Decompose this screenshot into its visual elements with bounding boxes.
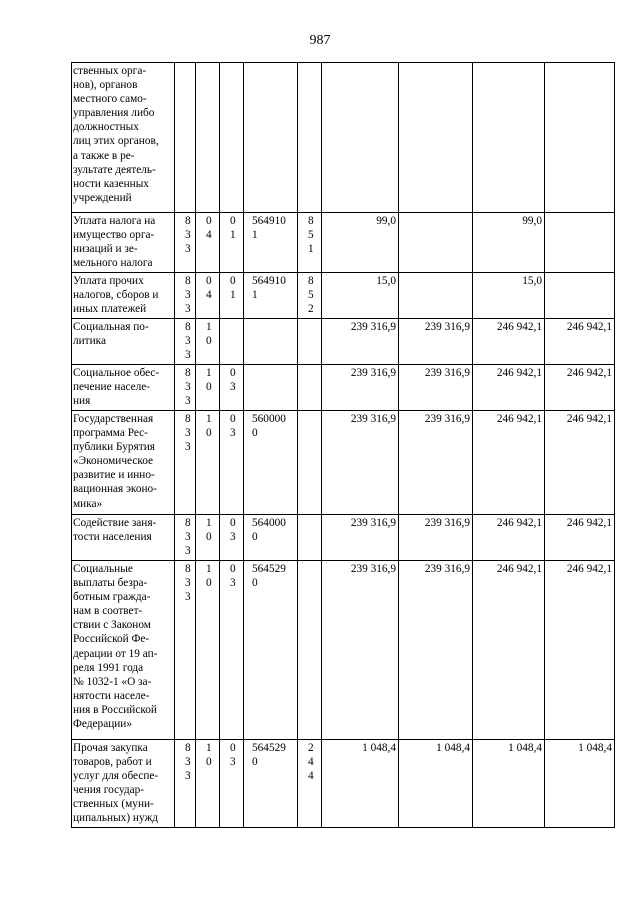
value-1: 239 316,9 <box>322 411 399 515</box>
value-4: 246 942,1 <box>545 319 615 365</box>
page-number: 987 <box>309 33 331 48</box>
table-row <box>72 515 615 561</box>
vr-code: 2 4 4 <box>298 740 322 828</box>
vr-code <box>298 411 322 515</box>
budget-table <box>71 62 615 828</box>
row-name: ственных орга- нов), органов местного само- управления либо должностных лиц этих органов, а также в ре- зультате деятель- ности казенных учреждений <box>72 63 175 213</box>
cs-code: 564529 0 <box>244 561 298 740</box>
value-3: 246 942,1 <box>473 365 545 411</box>
pr-code: 0 3 <box>220 365 244 411</box>
value-3: 99,0 <box>473 213 545 273</box>
value-3: 1 048,4 <box>473 740 545 828</box>
value-2: 239 316,9 <box>399 515 473 561</box>
table-row <box>72 63 615 213</box>
value-4: 246 942,1 <box>545 365 615 411</box>
value-4: 246 942,1 <box>545 515 615 561</box>
vr-code <box>298 63 322 213</box>
vr-code <box>298 561 322 740</box>
row-name: Государственная программа Рес- публики Бурятия «Экономическое развитие и инно- вационная эконо- мика» <box>72 411 175 515</box>
rz-code <box>196 63 220 213</box>
gr-code: 8 3 3 <box>175 365 196 411</box>
gr-code: 8 3 3 <box>175 273 196 319</box>
gr-code: 8 3 3 <box>175 515 196 561</box>
pr-code <box>220 319 244 365</box>
value-4: 246 942,1 <box>545 561 615 740</box>
value-4 <box>545 63 615 213</box>
cs-code: 564529 0 <box>244 740 298 828</box>
value-2 <box>399 213 473 273</box>
vr-code: 8 5 1 <box>298 213 322 273</box>
pr-code: 0 1 <box>220 273 244 319</box>
pr-code: 0 3 <box>220 411 244 515</box>
table-row <box>72 319 615 365</box>
table-row <box>72 273 615 319</box>
table-row <box>72 365 615 411</box>
rz-code: 0 4 <box>196 213 220 273</box>
gr-code: 8 3 3 <box>175 561 196 740</box>
rz-code: 0 4 <box>196 273 220 319</box>
pr-code: 0 1 <box>220 213 244 273</box>
vr-code <box>298 515 322 561</box>
cs-code <box>244 365 298 411</box>
value-3: 15,0 <box>473 273 545 319</box>
value-3: 246 942,1 <box>473 515 545 561</box>
value-1: 239 316,9 <box>322 319 399 365</box>
cs-code: 564910 1 <box>244 273 298 319</box>
row-name: Социальное обес- печение населе- ния <box>72 365 175 411</box>
gr-code: 8 3 3 <box>175 319 196 365</box>
value-1: 239 316,9 <box>322 515 399 561</box>
value-4 <box>545 273 615 319</box>
row-name: Прочая закупка товаров, работ и услуг для обеспе- чения государ- ственных (муни- ципальных) нужд <box>72 740 175 828</box>
value-3: 246 942,1 <box>473 411 545 515</box>
row-name: Уплата налога на имущество орга- низаций и зе- мельного налога <box>72 213 175 273</box>
gr-code: 8 3 3 <box>175 411 196 515</box>
vr-code <box>298 365 322 411</box>
row-name: Уплата прочих налогов, сборов и иных платежей <box>72 273 175 319</box>
value-2: 1 048,4 <box>399 740 473 828</box>
cs-code <box>244 319 298 365</box>
row-name: Социальная по- литика <box>72 319 175 365</box>
cs-code: 564000 0 <box>244 515 298 561</box>
pr-code <box>220 63 244 213</box>
value-2: 239 316,9 <box>399 365 473 411</box>
pr-code: 0 3 <box>220 740 244 828</box>
table-row <box>72 740 615 828</box>
value-2: 239 316,9 <box>399 411 473 515</box>
gr-code <box>175 63 196 213</box>
value-4: 1 048,4 <box>545 740 615 828</box>
value-2 <box>399 63 473 213</box>
vr-code <box>298 319 322 365</box>
value-1: 239 316,9 <box>322 365 399 411</box>
rz-code: 1 0 <box>196 411 220 515</box>
value-3: 246 942,1 <box>473 561 545 740</box>
value-4 <box>545 213 615 273</box>
rz-code: 1 0 <box>196 515 220 561</box>
value-1: 99,0 <box>322 213 399 273</box>
rz-code: 1 0 <box>196 740 220 828</box>
value-3: 246 942,1 <box>473 319 545 365</box>
cs-code: 564910 1 <box>244 213 298 273</box>
pr-code: 0 3 <box>220 515 244 561</box>
rz-code: 1 0 <box>196 319 220 365</box>
table-row <box>72 561 615 740</box>
rz-code: 1 0 <box>196 561 220 740</box>
value-1 <box>322 63 399 213</box>
value-1: 1 048,4 <box>322 740 399 828</box>
value-2: 239 316,9 <box>399 319 473 365</box>
value-3 <box>473 63 545 213</box>
value-1: 239 316,9 <box>322 561 399 740</box>
cs-code: 560000 0 <box>244 411 298 515</box>
value-2 <box>399 273 473 319</box>
value-4: 246 942,1 <box>545 411 615 515</box>
pr-code: 0 3 <box>220 561 244 740</box>
gr-code: 8 3 3 <box>175 740 196 828</box>
table-row <box>72 411 615 515</box>
vr-code: 8 5 2 <box>298 273 322 319</box>
value-1: 15,0 <box>322 273 399 319</box>
rz-code: 1 0 <box>196 365 220 411</box>
row-name: Социальные выплаты безра- ботным гражда- нам в соответ- ствии с Законом Российской Фе- дерации от 19 ап- реля 1991 года № 1032-1 «О за- нятости населе- ния в Российской Федерации» <box>72 561 175 740</box>
gr-code: 8 3 3 <box>175 213 196 273</box>
value-2: 239 316,9 <box>399 561 473 740</box>
cs-code <box>244 63 298 213</box>
row-name: Содействие заня- тости населения <box>72 515 175 561</box>
table-row <box>72 213 615 273</box>
